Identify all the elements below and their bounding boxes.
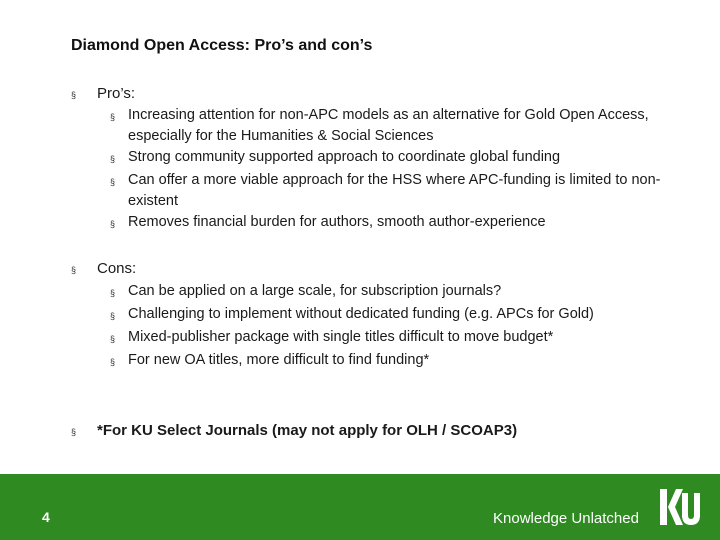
brand-name: Knowledge Unlatched — [493, 510, 639, 527]
pros-heading: Pro’s: — [97, 85, 136, 102]
pros-item: Increasing attention for non-APC models as an alternative for Gold Open Access, especially for the Humanities & Social Sciences — [128, 107, 649, 144]
cons-item: Mixed-publisher package with single titles difficult to move budget* — [128, 329, 554, 345]
cons-item: For new OA titles, more difficult to find funding* — [128, 352, 430, 368]
bullet-marker: § — [71, 265, 77, 275]
bullet-marker: § — [110, 288, 116, 298]
bullet-marker: § — [110, 154, 116, 164]
bullet-marker: § — [110, 357, 116, 367]
footer-bar — [0, 474, 720, 540]
bullet-marker: § — [110, 219, 116, 229]
bullet-marker: § — [110, 177, 116, 187]
pros-item: Strong community supported approach to coordinate global funding — [128, 149, 561, 165]
pros-item: Removes financial burden for authors, smooth author-experience — [128, 214, 546, 230]
bullet-marker: § — [110, 112, 116, 122]
cons-heading: Cons: — [97, 260, 137, 277]
bullet-marker: § — [110, 311, 116, 321]
cons-item: Challenging to implement without dedicated funding (e.g. APCs for Gold) — [128, 306, 594, 322]
ku-logo-icon — [658, 487, 706, 527]
bullet-marker: § — [110, 334, 116, 344]
footnote: *For KU Select Journals (may not apply for OLH / SCOAP3) — [97, 422, 518, 439]
bullet-marker: § — [71, 90, 77, 100]
slide-title: Diamond Open Access: Pro’s and con’s — [71, 37, 373, 54]
page-number: 4 — [42, 509, 50, 525]
bullet-marker: § — [71, 427, 77, 437]
pros-item: Can offer a more viable approach for the HSS where APC-funding is limited to non-existent — [128, 172, 661, 209]
cons-item: Can be applied on a large scale, for subscription journals? — [128, 283, 502, 299]
